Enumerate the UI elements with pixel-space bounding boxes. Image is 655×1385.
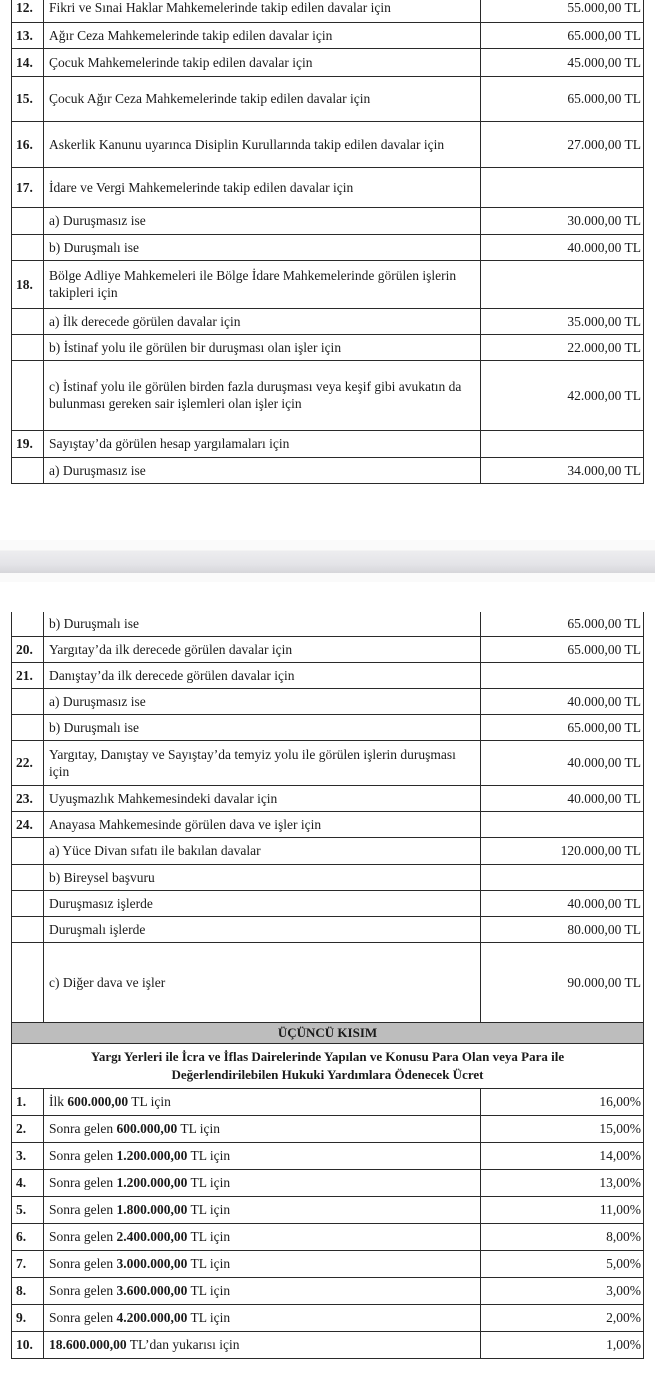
item-amount: 45.000,00 TL [481,48,644,76]
table-row [12,334,644,360]
item-description: b) Bireysel başvuru [44,864,481,890]
page-divider [0,540,655,582]
item-number: 13. [12,22,44,48]
rate-description [44,1142,481,1169]
item-number [12,457,44,483]
rate-suffix: TL için [187,1256,231,1271]
table-row [12,121,644,167]
rate-percentage: 16,00% [481,1088,644,1115]
table-row [12,916,644,942]
rate-row [12,1196,644,1223]
rate-suffix: TL için [128,1094,171,1109]
table-row [12,260,644,308]
table-row [12,22,644,48]
rate-suffix: TL için [187,1202,231,1217]
rate-description [44,1277,481,1304]
item-description: Ağır Ceza Mahkemelerinde takip edilen davalar için [44,22,481,48]
rate-prefix: Sonra gelen [49,1283,117,1298]
rate-number: 5. [12,1196,44,1223]
item-number [12,942,44,1022]
item-description: Yargıtay’da ilk derecede görülen davalar için [44,636,481,662]
rate-prefix: Sonra gelen [49,1229,117,1244]
item-description: Fikri ve Sınai Haklar Mahkemelerinde takip edilen davalar için [44,0,481,22]
item-amount: 34.000,00 TL [481,457,644,483]
rate-row [12,1304,644,1331]
item-description: a) İlk derecede görülen davalar için [44,308,481,334]
rate-prefix: Sonra gelen [49,1175,117,1190]
table-row [12,457,644,483]
section-subtitle: Yargı Yerleri ile İcra ve İflas Dairelerinde Yapılan ve Konusu Para Olan veya Para ile Değerlendirilebilen Hukuki Yardımlara Ödenecek Ücret [12,1043,644,1088]
rate-description [44,1304,481,1331]
item-number: 23. [12,785,44,811]
rate-percentage: 2,00% [481,1304,644,1331]
item-amount [481,167,644,207]
item-description: Yargıtay, Danıştay ve Sayıştay’da temyiz yolu ile görülen işlerin duruşması için [44,740,481,785]
rate-row [12,1250,644,1277]
document-page-2 [0,582,655,1385]
item-amount [481,811,644,837]
rate-bracket-amount: 3.600.000,00 [116,1283,188,1298]
rate-description [44,1115,481,1142]
table-row [12,0,644,22]
rate-description [44,1088,481,1115]
rate-row [12,1142,644,1169]
item-number [12,714,44,740]
item-number: 20. [12,636,44,662]
item-number: 12. [12,0,44,22]
rate-description [44,1169,481,1196]
table-row [12,890,644,916]
table-row [12,837,644,864]
rate-bracket-amount: 1.800.000,00 [116,1202,188,1217]
item-description: b) Duruşmalı ise [44,612,481,636]
item-amount: 40.000,00 TL [481,234,644,260]
item-number [12,688,44,714]
item-description: a) Duruşmasız ise [44,688,481,714]
item-description: İdare ve Vergi Mahkemelerinde takip edilen davalar için [44,167,481,207]
item-number [12,864,44,890]
rate-bracket-amount: 3.000.000,00 [116,1256,188,1271]
rate-description [44,1196,481,1223]
rate-number: 3. [12,1142,44,1169]
rate-percentage: 8,00% [481,1223,644,1250]
item-amount: 40.000,00 TL [481,740,644,785]
rate-percentage: 3,00% [481,1277,644,1304]
rate-percentage: 13,00% [481,1169,644,1196]
table-row [12,785,644,811]
rate-bracket-amount: 1.200.000,00 [116,1148,188,1163]
item-number: 19. [12,430,44,457]
fee-table-page-1 [11,0,644,484]
rate-prefix: Sonra gelen [49,1202,117,1217]
table-row [12,308,644,334]
rate-description [44,1331,481,1358]
rate-description [44,1250,481,1277]
rate-row [12,1223,644,1250]
item-amount: 35.000,00 TL [481,308,644,334]
item-description: Sayıştay’da görülen hesap yargılamaları için [44,430,481,457]
rate-row [12,1277,644,1304]
item-number [12,234,44,260]
item-amount [481,260,644,308]
item-number: 15. [12,76,44,121]
item-amount: 55.000,00 TL [481,0,644,22]
item-number: 14. [12,48,44,76]
item-description: c) Diğer dava ve işler [44,942,481,1022]
rate-bracket-amount: 1.200.000,00 [116,1175,188,1190]
table-row [12,76,644,121]
item-description: b) Duruşmalı ise [44,714,481,740]
item-number: 16. [12,121,44,167]
item-number: 17. [12,167,44,207]
item-description: Danıştay’da ilk derecede görülen davalar için [44,662,481,688]
table-row [12,864,644,890]
rate-bracket-amount: 600.000,00 [67,1094,129,1109]
item-amount: 40.000,00 TL [481,785,644,811]
item-amount: 40.000,00 TL [481,688,644,714]
table-row [12,234,644,260]
rate-prefix: Sonra gelen [49,1256,117,1271]
item-number [12,612,44,636]
rate-percentage: 11,00% [481,1196,644,1223]
item-number: 22. [12,740,44,785]
rate-suffix: TL için [177,1121,220,1136]
item-number: 21. [12,662,44,688]
item-number [12,360,44,430]
rate-prefix: İlk [49,1094,68,1109]
table-row [12,167,644,207]
table-row [12,714,644,740]
item-amount [481,864,644,890]
item-amount: 30.000,00 TL [481,207,644,234]
item-description: Askerlik Kanunu uyarınca Disiplin Kurullarında takip edilen davalar için [44,121,481,167]
rate-prefix: Sonra gelen [49,1121,117,1136]
item-description: Uyuşmazlık Mahkemesindeki davalar için [44,785,481,811]
item-description: Çocuk Ağır Ceza Mahkemelerinde takip edilen davalar için [44,76,481,121]
item-description: b) İstinaf yolu ile görülen bir duruşması olan işler için [44,334,481,360]
table-row [12,430,644,457]
item-number [12,207,44,234]
item-number: 24. [12,811,44,837]
item-description: Çocuk Mahkemelerinde takip edilen davalar için [44,48,481,76]
rate-bracket-amount: 600.000,00 [116,1121,178,1136]
table-row [12,662,644,688]
item-amount [481,430,644,457]
rate-row [12,1088,644,1115]
table-row [12,636,644,662]
item-amount: 65.000,00 TL [481,636,644,662]
item-description: Anayasa Mahkemesinde görülen dava ve işler için [44,811,481,837]
item-description: Duruşmasız işlerde [44,890,481,916]
rate-percentage: 5,00% [481,1250,644,1277]
table-row [12,811,644,837]
item-amount: 65.000,00 TL [481,612,644,636]
item-amount: 27.000,00 TL [481,121,644,167]
item-amount: 42.000,00 TL [481,360,644,430]
rate-row [12,1115,644,1142]
rate-percentage: 1,00% [481,1331,644,1358]
section-title: ÜÇÜNCÜ KISIM [12,1022,644,1043]
rate-number: 10. [12,1331,44,1358]
rate-row [12,1331,644,1358]
item-description: Bölge Adliye Mahkemeleri ile Bölge İdare Mahkemelerinde görülen işlerin takipleri için [44,260,481,308]
table-row [12,360,644,430]
table-row [12,688,644,714]
item-amount: 65.000,00 TL [481,76,644,121]
rate-bracket-amount: 18.600.000,00 [49,1337,127,1352]
rate-number: 2. [12,1115,44,1142]
rate-suffix: TL için [187,1310,231,1325]
table-row [12,740,644,785]
section-subtitle-row [12,1043,644,1088]
rate-prefix: Sonra gelen [49,1148,117,1163]
item-amount: 40.000,00 TL [481,890,644,916]
item-amount: 65.000,00 TL [481,714,644,740]
item-number [12,890,44,916]
item-amount: 22.000,00 TL [481,334,644,360]
table-row [12,207,644,234]
item-description: a) Yüce Divan sıfatı ile bakılan davalar [44,837,481,864]
item-number [12,334,44,360]
section-header [12,1022,644,1043]
item-description: Duruşmalı işlerde [44,916,481,942]
rate-bracket-amount: 2.400.000,00 [116,1229,188,1244]
item-description: c) İstinaf yolu ile görülen birden fazla duruşması veya keşif gibi avukatın da bulunması gereken sair işlemleri olan işler için [44,360,481,430]
rate-bracket-amount: 4.200.000,00 [116,1310,188,1325]
rate-description [44,1223,481,1250]
rate-number: 8. [12,1277,44,1304]
table-row [12,942,644,1022]
item-number [12,308,44,334]
item-description: a) Duruşmasız ise [44,207,481,234]
item-number: 18. [12,260,44,308]
item-number [12,837,44,864]
rate-number: 9. [12,1304,44,1331]
rate-row [12,1169,644,1196]
rate-number: 6. [12,1223,44,1250]
rate-number: 1. [12,1088,44,1115]
rate-percentage: 15,00% [481,1115,644,1142]
document-page-1 [0,0,655,540]
item-description: b) Duruşmalı ise [44,234,481,260]
fee-table-page-2 [11,612,644,1359]
item-amount: 65.000,00 TL [481,22,644,48]
rate-suffix: TL için [187,1229,231,1244]
rate-suffix: TL için [187,1283,231,1298]
item-number [12,916,44,942]
table-row [12,48,644,76]
rate-percentage: 14,00% [481,1142,644,1169]
page-break-band [0,550,655,573]
rate-suffix: TL için [187,1175,231,1190]
item-amount: 120.000,00 TL [481,837,644,864]
rate-number: 7. [12,1250,44,1277]
table-row [12,612,644,636]
rate-suffix: TL’dan yukarısı için [126,1337,240,1352]
item-amount [481,662,644,688]
item-description: a) Duruşmasız ise [44,457,481,483]
rate-prefix: Sonra gelen [49,1310,117,1325]
item-amount: 90.000,00 TL [481,942,644,1022]
rate-number: 4. [12,1169,44,1196]
rate-suffix: TL için [187,1148,231,1163]
item-amount: 80.000,00 TL [481,916,644,942]
